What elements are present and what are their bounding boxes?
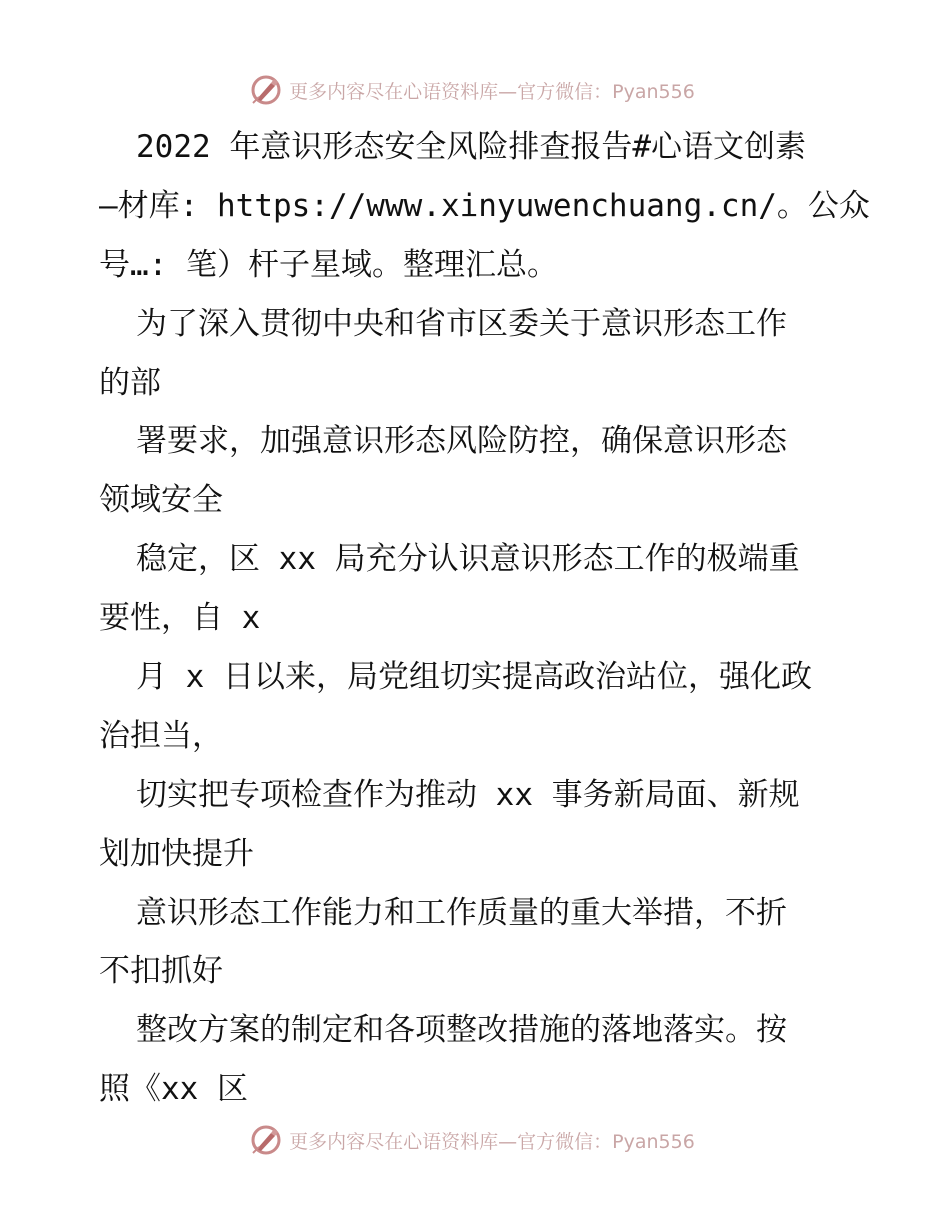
- text-line: 治担当，: [99, 717, 223, 754]
- footer-watermark: [0, 1120, 950, 1160]
- watermark-text: 更多内容尽在心语资料库—官方微信：Pyan556: [289, 80, 695, 103]
- text-line: 照《xx 区: [99, 1071, 248, 1108]
- text-line: 整改方案的制定和各项整改措施的落地落实。按: [136, 1012, 787, 1049]
- header-watermark: [0, 70, 950, 110]
- text-line: 月 x 日以来，局党组切实提高政治站位，强化政: [136, 659, 812, 696]
- text-line: 号…: 笔）杆子星域。整理汇总。: [99, 246, 558, 283]
- text-line: 稳定，区 xx 局充分认识意识形态工作的极端重: [136, 541, 800, 578]
- text-line: 划加快提升: [99, 835, 254, 872]
- document-body: [99, 118, 870, 1119]
- text-line: 要性，自 x: [99, 600, 261, 637]
- text-line: 的部: [99, 364, 161, 401]
- text-line: —材库: https://www.xinyuwenchuang.cn/。公众: [99, 187, 870, 224]
- text-line: 不扣抓好: [99, 953, 223, 990]
- text-line: 意识形态工作能力和工作质量的重大举措，不折: [136, 894, 787, 931]
- text-line: 切实把专项检查作为推动 xx 事务新局面、新规: [136, 776, 800, 813]
- watermark-text: 更多内容尽在心语资料库—官方微信：Pyan556: [289, 1130, 695, 1153]
- text-line: 署要求，加强意识形态风险防控，确保意识形态: [136, 423, 787, 460]
- text-line: 2022 年意识形态安全风险排查报告#心语文创素: [136, 129, 806, 165]
- text-line: 为了深入贯彻中央和省市区委关于意识形态工作: [136, 305, 787, 342]
- pen-circle-icon: [249, 1123, 283, 1157]
- text-line: 领域安全: [99, 482, 223, 519]
- pen-circle-icon: [249, 73, 283, 107]
